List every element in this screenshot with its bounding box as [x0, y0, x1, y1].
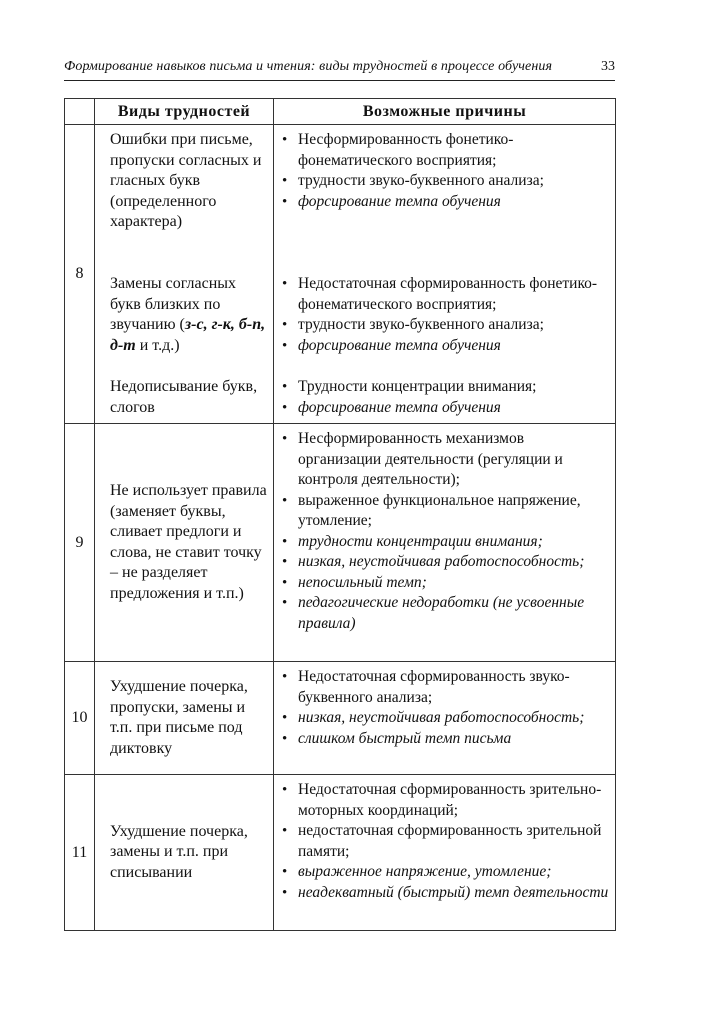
difficulties-table	[64, 98, 616, 931]
list-item: • форсирование темпа обучения	[279, 336, 611, 357]
row-number: 11	[65, 775, 95, 931]
difficulty-text: Недописывание букв, слогов	[110, 378, 258, 416]
list-item: • форсирование темпа обучения	[279, 192, 611, 213]
list-item: • неадекватный (быстрый) темп деятельности	[279, 883, 611, 904]
list-item: • трудности звуко-буквенного анализа;	[279, 315, 611, 336]
list-item: • Недостаточная сформированность звуко-буквенного анализа;	[279, 667, 611, 708]
table-row	[65, 775, 616, 931]
row-number: 8	[65, 125, 95, 424]
difficulty-text: Ошибки при письме, пропуски согласных и гласных букв (определенного характера)	[110, 131, 262, 230]
difficulty-cell	[95, 775, 274, 931]
list-item: • педагогические недоработки (не усвоенные правила)	[279, 593, 611, 634]
list-item: • Недостаточная сформированность зрительно-моторных координаций;	[279, 780, 611, 821]
difficulty-text: Ухудшение почерка, замены и т.п. при списывании	[110, 822, 248, 881]
list-item: • низкая, неустойчивая работоспособность;	[279, 708, 611, 729]
causes-list	[279, 130, 611, 274]
causes-list	[279, 667, 611, 749]
page-number: 33	[601, 59, 615, 74]
header-causes: Возможные причины	[274, 99, 616, 125]
header-difficulties: Виды трудностей	[95, 99, 274, 125]
list-item: • низкая, неустойчивая работоспособность;	[279, 552, 611, 573]
list-item: • недостаточная сформированность зрительной памяти;	[279, 821, 611, 862]
difficulty-cell	[95, 662, 274, 775]
table-row	[65, 662, 616, 775]
causes-cell	[274, 662, 616, 775]
causes-cell	[274, 424, 616, 662]
difficulty-text: Замены согласных букв близких по звучанию (з-с, г-к, б-п, д-т и т.д.)	[110, 275, 266, 354]
list-item: • Несформированность фонетико-фонематического восприятия;	[279, 130, 611, 171]
letter-pairs: з-с, г-к, б-п, д-т	[110, 316, 266, 354]
causes-list	[279, 780, 611, 903]
causes-list	[279, 377, 611, 418]
causes-cell	[274, 125, 616, 424]
causes-cell	[274, 775, 616, 931]
table-row	[65, 424, 616, 662]
running-header	[64, 58, 615, 81]
running-title: Формирование навыков письма и чтения: виды трудностей в процессе обучения	[64, 59, 553, 74]
list-item: • выраженное напряжение, утомление;	[279, 862, 611, 883]
causes-list	[279, 274, 611, 377]
header-number	[65, 99, 95, 125]
causes-list	[279, 429, 611, 634]
list-item: • выраженное функциональное напряжение, утомление;	[279, 491, 611, 532]
row-number: 9	[65, 424, 95, 662]
difficulty-text: Не использует правила (заменяет буквы, сливает предлоги и слова, не ставит точку – не разделяет предложения и т.п.)	[110, 482, 267, 602]
list-item: • слишком быстрый темп письма	[279, 729, 611, 750]
list-item: • трудности концентрации внимания;	[279, 532, 611, 553]
difficulty-cell	[95, 125, 274, 424]
list-item: • Несформированность механизмов организации деятельности (регуляции и контроля деятельности);	[279, 429, 611, 491]
list-item: • форсирование темпа обучения	[279, 398, 611, 419]
list-item: • Недостаточная сформированность фонетико-фонематического восприятия;	[279, 274, 611, 315]
difficulty-cell	[95, 424, 274, 662]
list-item: • непосильный темп;	[279, 573, 611, 594]
list-item: • Трудности концентрации внимания;	[279, 377, 611, 398]
table-header-row	[65, 99, 616, 125]
row-number: 10	[65, 662, 95, 775]
list-item: • трудности звуко-буквенного анализа;	[279, 171, 611, 192]
table-row	[65, 125, 616, 424]
difficulty-text: Ухудшение почерка, пропуски, замены и т.п. при письме под диктовку	[110, 678, 248, 757]
